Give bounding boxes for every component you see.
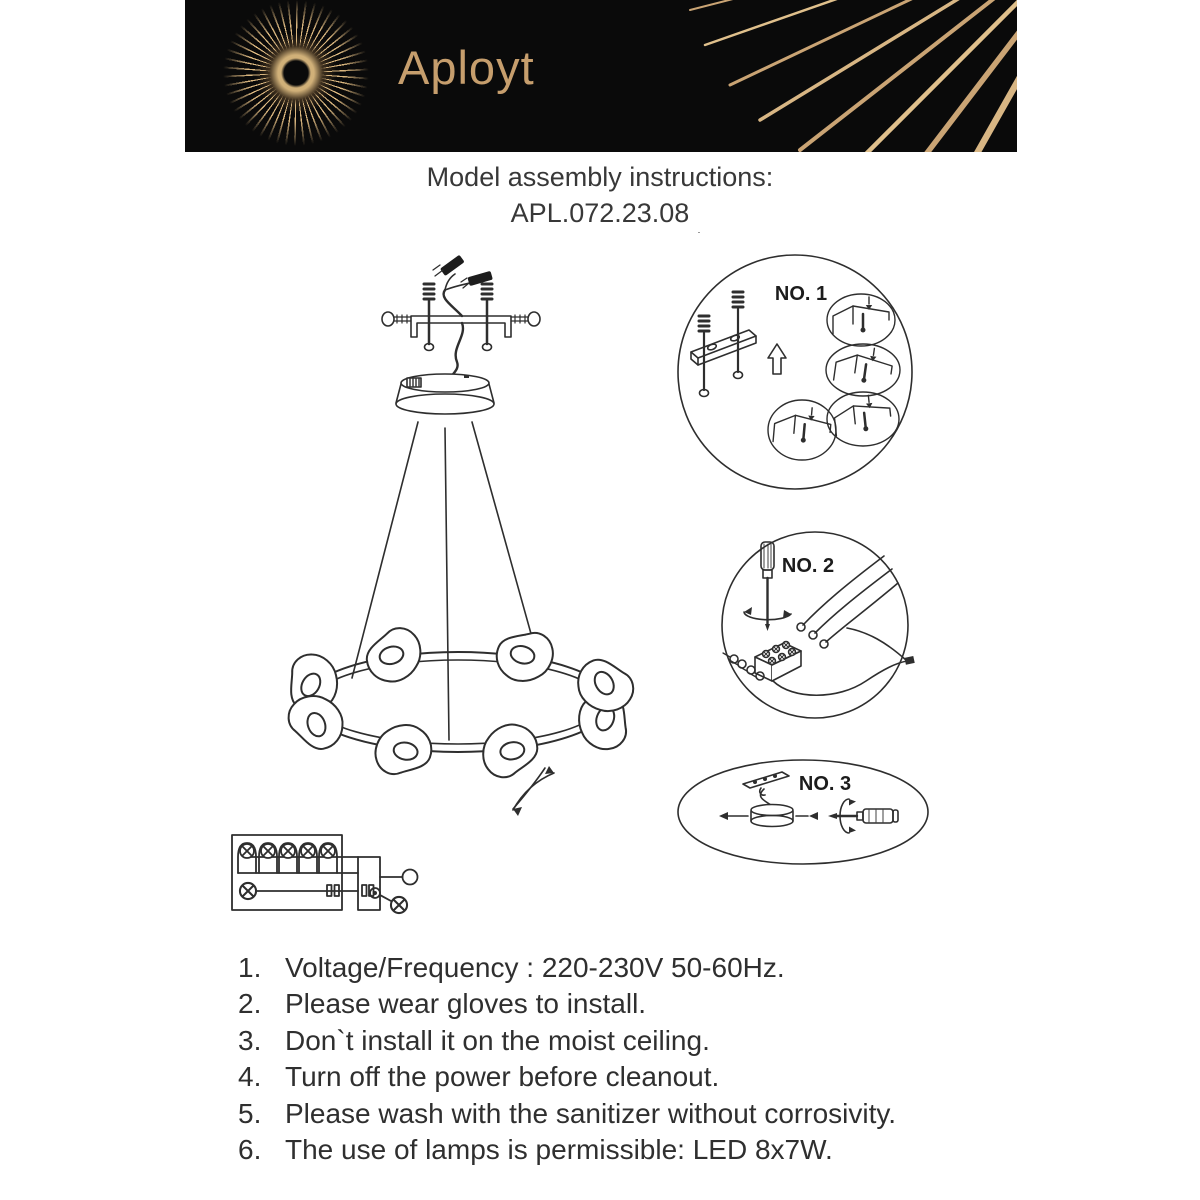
- ground-terminal: [403, 870, 418, 885]
- ring-frame: [304, 652, 612, 752]
- chandelier-figure: [277, 232, 699, 816]
- wiring-diagram: [232, 835, 418, 913]
- assembly-diagram: [183, 232, 1018, 955]
- item-text: Voltage/Frequency : 220-230V 50-60Hz.: [285, 952, 785, 983]
- external-lamp: [391, 897, 407, 913]
- instruction-item: [238, 950, 896, 986]
- instruction-item: [238, 1132, 896, 1168]
- suspension-wires: [352, 422, 540, 740]
- fig3-canopy: [751, 805, 793, 827]
- terminal-block: [755, 642, 801, 681]
- fig1-up-arrow-icon: [768, 344, 786, 374]
- instruction-item: [238, 1023, 896, 1059]
- item-text: Please wear gloves to install.: [285, 988, 647, 1020]
- instruction-item: [238, 1059, 896, 1095]
- fig1-bracket: [691, 330, 756, 365]
- detail-circle-2: [722, 532, 915, 718]
- fig3-wire: [760, 789, 772, 806]
- page-title: Model assembly instructions:: [426, 162, 774, 192]
- item-number: 3.: [238, 1024, 262, 1056]
- model-number: APL.072.23.08: [510, 198, 690, 228]
- rotate-arrow-icon: [513, 766, 554, 816]
- fig3-bracket: [743, 772, 789, 795]
- detail-circle-1: [678, 255, 912, 489]
- instruction-item: [238, 986, 896, 1022]
- power-cable: [444, 290, 463, 381]
- side-screw-head: [382, 312, 394, 326]
- fig2-label: NO. 2: [781, 555, 835, 577]
- fig1-label: NO. 1: [774, 283, 828, 305]
- item-number: 4.: [238, 1061, 262, 1093]
- side-screw-head: [528, 312, 540, 326]
- brand-banner: [185, 0, 1017, 152]
- instruction-list: [238, 950, 896, 1168]
- item-number: 6.: [238, 1133, 262, 1165]
- item-text: Turn off the power before cleanout.: [285, 1061, 720, 1093]
- lampshades: [277, 624, 641, 781]
- canopy: [396, 374, 494, 414]
- item-text: The use of lamps is permissible: LED 8x7W.: [285, 1133, 833, 1165]
- anchor-screws: [424, 232, 699, 351]
- driver-box: [358, 857, 380, 910]
- item-number: 5.: [238, 1097, 262, 1129]
- screwdriver-icon: [761, 542, 774, 631]
- fig1-detail-ellipses: [768, 294, 900, 460]
- item-number: 1.: [238, 952, 262, 983]
- detail-ellipse-3: [678, 760, 928, 864]
- fig3-label: NO. 3: [798, 773, 852, 795]
- starburst-icon: [221, 0, 371, 148]
- fig3-screwdriver-icon: [828, 799, 898, 833]
- instruction-item: [238, 1096, 896, 1132]
- title-block: [0, 162, 1200, 229]
- item-text: Don`t install it on the moist ceiling.: [285, 1024, 710, 1056]
- sunrays-icon: [457, 0, 1017, 152]
- item-text: Please wash with the sanitizer without corrosivity.: [285, 1097, 897, 1129]
- item-number: 2.: [238, 988, 262, 1020]
- brand-name: Aployt: [398, 41, 535, 94]
